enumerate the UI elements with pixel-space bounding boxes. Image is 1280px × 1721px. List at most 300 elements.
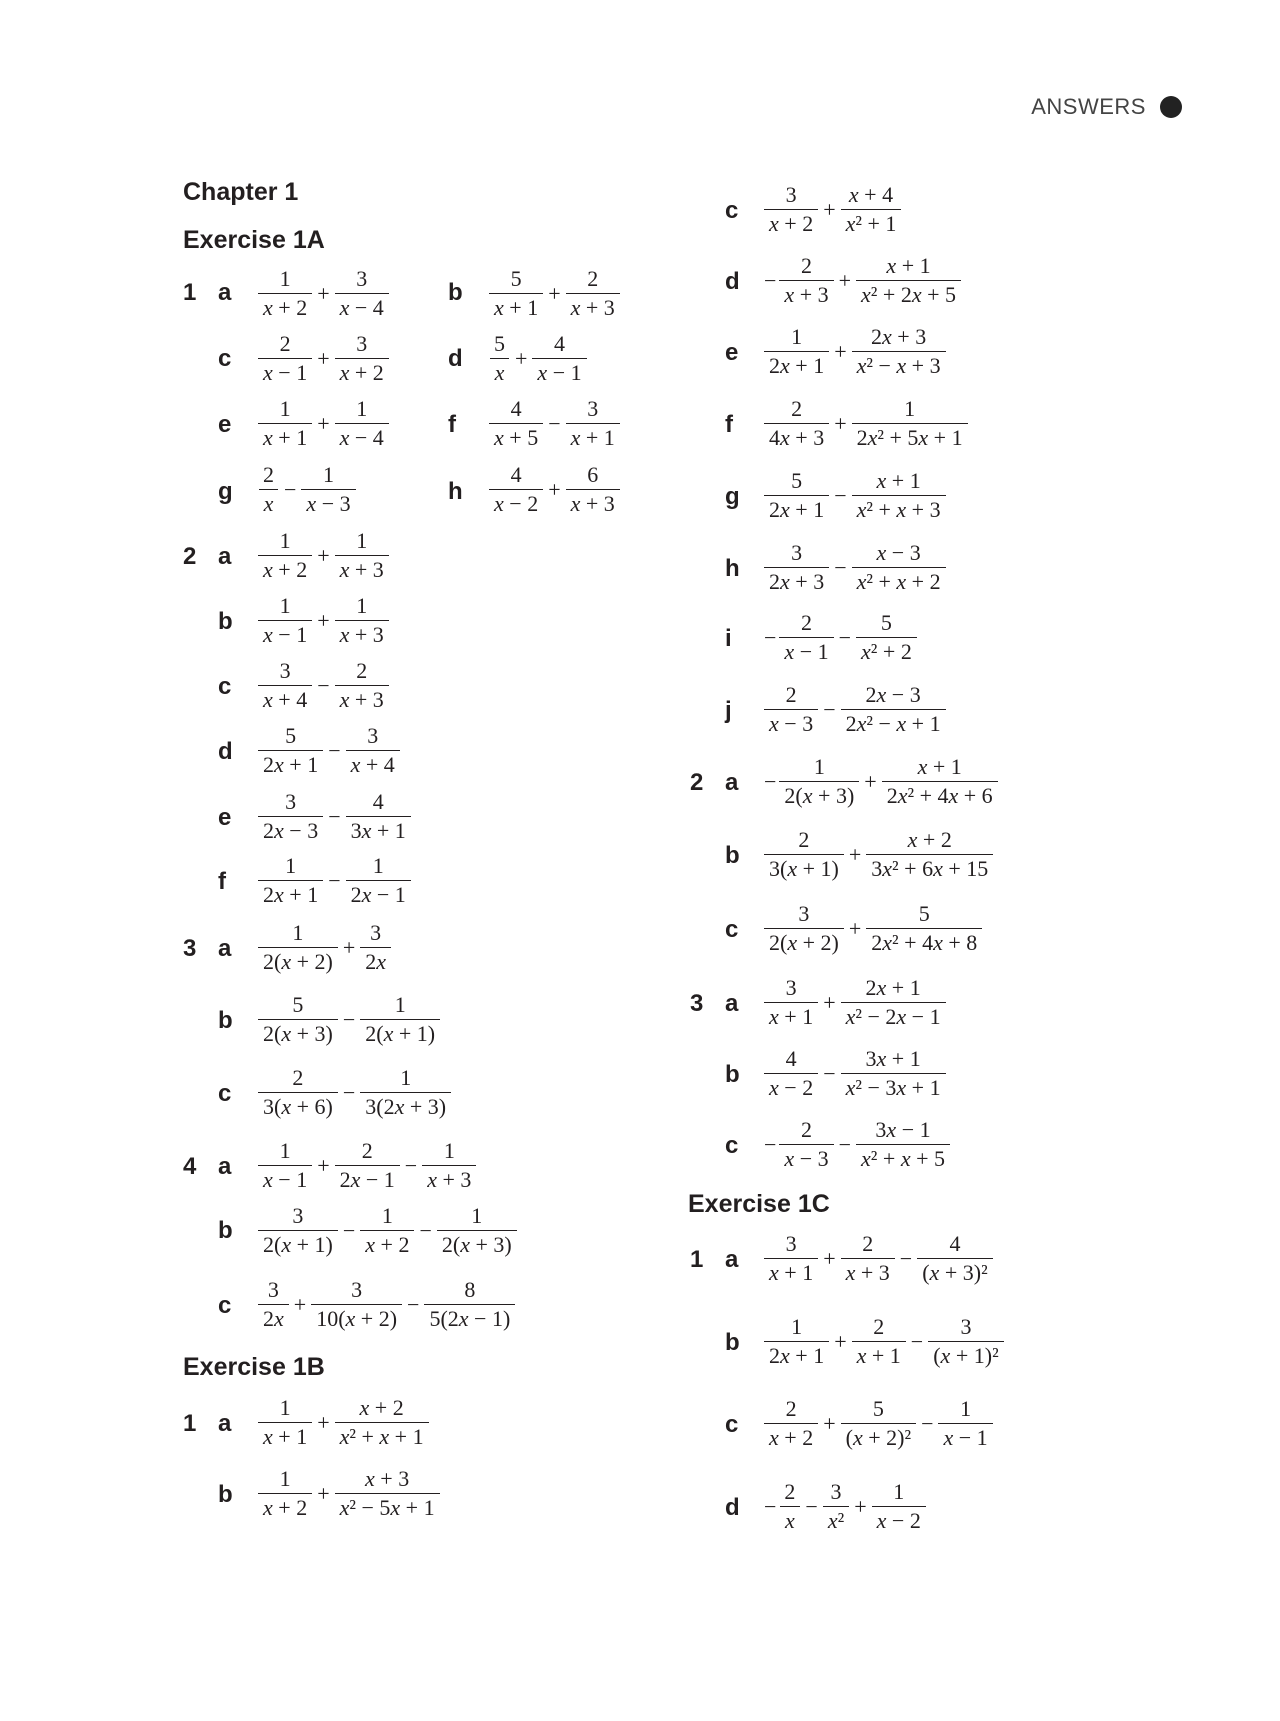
numerator: 3 — [830, 1479, 842, 1504]
denominator: x + 4 — [258, 685, 312, 712]
operator: + — [317, 1409, 330, 1435]
numerator: 3 — [285, 789, 297, 814]
fraction — [258, 1396, 312, 1449]
answer-1b-3b — [764, 1047, 946, 1100]
fraction — [489, 332, 510, 385]
fraction — [258, 397, 312, 450]
part-label: a — [218, 1410, 232, 1437]
operator: + — [548, 476, 561, 502]
numerator: 2 — [587, 266, 599, 291]
part-label: h — [448, 478, 463, 505]
denominator: 2x + 3 — [764, 567, 829, 594]
fraction — [852, 325, 946, 378]
denominator: 2(x + 2) — [764, 928, 844, 955]
numerator: 1 — [471, 1203, 483, 1228]
operator: + — [823, 1245, 836, 1271]
numerator: x − 3 — [876, 540, 921, 565]
operator: + — [834, 338, 847, 364]
numerator: 1 — [279, 593, 291, 618]
numerator: 3 — [351, 1277, 363, 1302]
numerator: 4 — [510, 462, 522, 487]
fraction — [360, 1204, 414, 1257]
answer-1c-1b — [764, 1315, 1004, 1368]
denominator: 2x + 1 — [764, 351, 829, 378]
part-label: c — [725, 197, 739, 224]
part-label: a — [218, 279, 232, 306]
part-label: d — [218, 738, 233, 765]
fraction — [764, 325, 829, 378]
fraction — [489, 267, 543, 320]
numerator: x + 1 — [917, 754, 962, 779]
answer-1b-1i — [764, 611, 917, 664]
numerator: 5 — [494, 331, 505, 356]
denominator: x² − 3x + 1 — [841, 1073, 946, 1100]
numerator: 1 — [279, 1466, 291, 1491]
denominator: x + 1 — [566, 423, 620, 450]
numerator: 1 — [356, 396, 368, 421]
operator: − — [910, 1328, 924, 1354]
part-label: j — [725, 697, 732, 724]
part-label: e — [218, 411, 232, 438]
operator: − — [834, 554, 847, 580]
fraction — [258, 724, 323, 777]
denominator: x + 3 — [841, 1258, 895, 1285]
fraction — [866, 828, 993, 881]
operator: − — [419, 1217, 432, 1243]
denominator: x + 3 — [779, 280, 833, 307]
operator: − — [404, 1152, 418, 1178]
numerator: 2 — [801, 610, 813, 635]
part-label: c — [725, 916, 739, 943]
fraction — [779, 1118, 833, 1171]
answer-1a-4a — [258, 1139, 476, 1192]
operator: + — [834, 1328, 847, 1354]
fraction — [335, 1396, 429, 1449]
numerator: 1 — [791, 1314, 803, 1339]
fraction — [566, 267, 620, 320]
answer-1b-2b — [764, 828, 993, 881]
fraction — [764, 1315, 829, 1368]
numerator: 1 — [381, 1203, 393, 1228]
fraction — [437, 1204, 517, 1257]
operator: − — [838, 624, 852, 650]
denominator: x − 2 — [489, 489, 543, 516]
fraction — [764, 902, 844, 955]
fraction — [258, 921, 338, 974]
part-label: b — [218, 608, 233, 635]
operator: + — [548, 280, 561, 306]
denominator: 2x + 1 — [764, 495, 829, 522]
fraction — [335, 659, 389, 712]
denominator: (x + 2)² — [841, 1423, 916, 1450]
numerator: 4 — [949, 1231, 961, 1256]
part-label: d — [725, 268, 740, 295]
operator: − — [764, 768, 777, 794]
denominator: x + 1 — [764, 1258, 818, 1285]
numerator: 3x + 1 — [865, 1046, 921, 1071]
answer-1b-1d — [764, 254, 961, 307]
answer-1a-4c — [258, 1278, 515, 1331]
operator: − — [328, 737, 341, 763]
operator: + — [317, 1480, 330, 1506]
denominator: 5(2x − 1) — [424, 1304, 515, 1331]
fraction — [566, 463, 620, 516]
numerator: 1 — [400, 1065, 412, 1090]
numerator: 1 — [356, 593, 368, 618]
fraction — [856, 1118, 950, 1171]
part-label: c — [218, 673, 232, 700]
fraction — [258, 854, 323, 907]
numerator: 3 — [279, 658, 291, 683]
numerator: 3 — [960, 1314, 972, 1339]
part-label: g — [218, 478, 233, 505]
fraction — [258, 463, 279, 516]
fraction — [779, 755, 859, 808]
numerator: x + 4 — [848, 182, 894, 207]
fraction — [779, 1480, 800, 1533]
denominator: 10(x + 2) — [311, 1304, 402, 1331]
numerator: 3 — [785, 182, 797, 207]
page-header — [1031, 94, 1182, 120]
answer-1b-1b — [258, 1467, 440, 1520]
part-label: d — [448, 345, 463, 372]
operator: − — [328, 867, 341, 893]
fraction — [424, 1278, 515, 1331]
fraction — [823, 1480, 849, 1533]
operator: − — [838, 1131, 852, 1157]
numerator: 1 — [279, 396, 291, 421]
numerator: 8 — [464, 1277, 476, 1302]
denominator: x − 1 — [258, 1165, 312, 1192]
numerator: 2 — [279, 331, 291, 356]
denominator: (x + 3)² — [917, 1258, 992, 1285]
question-number: 4 — [183, 1153, 197, 1180]
part-label: b — [725, 842, 740, 869]
operator: − — [764, 267, 777, 293]
part-label: c — [218, 1292, 232, 1319]
question-number: 3 — [183, 935, 197, 962]
numerator: x + 1 — [876, 468, 921, 493]
denominator: x − 2 — [872, 1506, 926, 1533]
answer-1a-2c — [258, 659, 389, 712]
answer-1b-1f — [764, 397, 968, 450]
answer-1b-2c — [764, 902, 982, 955]
fraction — [764, 1232, 818, 1285]
numerator: 5 — [880, 610, 892, 635]
denominator: x² − 5x + 1 — [335, 1493, 440, 1520]
denominator: x − 1 — [532, 358, 586, 385]
denominator: 2(x + 1) — [360, 1019, 440, 1046]
operator: + — [838, 267, 852, 293]
answer-1c-1a — [764, 1232, 993, 1285]
part-label: a — [725, 1246, 739, 1273]
operator: + — [823, 196, 836, 222]
operator: − — [407, 1291, 420, 1317]
operator: + — [317, 280, 330, 306]
denominator: 2(x + 1) — [258, 1230, 338, 1257]
part-label: f — [725, 411, 733, 438]
answer-1b-1g — [764, 469, 946, 522]
numerator: 2 — [785, 1396, 797, 1421]
exercise-1b-heading: Exercise 1B — [183, 1353, 325, 1381]
denominator: x² + x + 3 — [852, 495, 946, 522]
denominator: 2x − 3 — [258, 816, 323, 843]
part-label: a — [725, 990, 739, 1017]
operator: + — [823, 1410, 836, 1436]
answer-1a-1d — [489, 332, 587, 385]
denominator: x² + 1 — [841, 209, 902, 236]
header-title: ANSWERS — [1031, 94, 1146, 119]
numerator: 5 — [872, 1396, 884, 1421]
denominator: x − 4 — [335, 293, 389, 320]
part-label: b — [725, 1061, 740, 1088]
denominator: x + 3 — [566, 489, 620, 516]
denominator: x + 1 — [852, 1341, 906, 1368]
numerator: 4 — [785, 1046, 797, 1071]
numerator: 1 — [292, 920, 304, 945]
numerator: 1 — [904, 396, 916, 421]
fraction — [258, 1066, 338, 1119]
fraction — [841, 976, 946, 1029]
denominator: 2x − 1 — [346, 880, 411, 907]
fraction — [258, 529, 312, 582]
operator: − — [823, 696, 836, 722]
part-label: f — [448, 411, 456, 438]
fraction — [566, 397, 620, 450]
denominator: x − 2 — [764, 1073, 818, 1100]
numerator: 5 — [918, 901, 930, 926]
part-label: g — [725, 483, 740, 510]
numerator: 2 — [292, 1065, 304, 1090]
operator: + — [515, 345, 528, 371]
fraction — [779, 611, 833, 664]
fraction — [764, 541, 829, 594]
fraction — [335, 1139, 400, 1192]
fraction — [258, 1278, 289, 1331]
fraction — [311, 1278, 402, 1331]
numerator: 6 — [587, 462, 599, 487]
part-label: b — [218, 1481, 233, 1508]
denominator: 2(x + 3) — [437, 1230, 517, 1257]
denominator: x − 3 — [764, 709, 818, 736]
numerator: 2 — [862, 1231, 874, 1256]
denominator: x − 1 — [779, 637, 833, 664]
operator: − — [317, 672, 330, 698]
fraction — [335, 1467, 440, 1520]
fraction — [335, 594, 389, 647]
numerator: 2 — [785, 682, 797, 707]
denominator: x − 1 — [938, 1423, 992, 1450]
operator: − — [805, 1493, 818, 1519]
operator: − — [899, 1245, 913, 1271]
operator: − — [834, 482, 847, 508]
numerator: 1 — [323, 462, 335, 487]
numerator: 3 — [785, 1231, 797, 1256]
part-label: i — [725, 625, 732, 652]
denominator: 2x — [258, 1304, 289, 1331]
answer-1b-1j — [764, 683, 946, 736]
answer-1a-4b — [258, 1204, 517, 1257]
part-label: a — [218, 935, 232, 962]
numerator: 1 — [372, 853, 384, 878]
denominator: x − 3 — [779, 1144, 833, 1171]
operator: + — [864, 768, 877, 794]
denominator: x + 3 — [335, 685, 389, 712]
denominator: 3x² + 6x + 15 — [866, 854, 993, 881]
denominator: x + 3 — [335, 555, 389, 582]
numerator: 2 — [801, 1117, 813, 1142]
part-label: a — [218, 543, 232, 570]
fraction — [764, 828, 844, 881]
numerator: 5 — [292, 992, 304, 1017]
numerator: x + 3 — [365, 1466, 410, 1491]
denominator: x + 1 — [258, 423, 312, 450]
denominator: 2x² + 4x + 6 — [882, 781, 998, 808]
fraction — [532, 332, 586, 385]
denominator: x − 1 — [258, 620, 312, 647]
denominator: 2x + 1 — [764, 1341, 829, 1368]
fraction — [301, 463, 355, 516]
fraction — [764, 1397, 818, 1450]
fraction — [852, 397, 968, 450]
answer-1a-3c — [258, 1066, 451, 1119]
operator: − — [764, 1131, 777, 1157]
answer-1b-1h — [764, 541, 946, 594]
numerator: 1 — [356, 528, 368, 553]
denominator: 3(x + 6) — [258, 1092, 338, 1119]
part-label: e — [218, 804, 232, 831]
denominator: x + 3 — [422, 1165, 476, 1192]
part-label: h — [725, 555, 740, 582]
fraction — [917, 1232, 992, 1285]
fraction — [841, 683, 946, 736]
denominator: x + 2 — [764, 1423, 818, 1450]
denominator: (x + 1)² — [928, 1341, 1003, 1368]
numerator: 2 — [873, 1314, 885, 1339]
denominator: x − 3 — [301, 489, 355, 516]
denominator: 4x + 3 — [764, 423, 829, 450]
part-label: e — [725, 339, 739, 366]
fraction — [360, 921, 391, 974]
fraction — [856, 611, 917, 664]
answer-1a-1a — [258, 267, 389, 320]
denominator: 2x² + 5x + 1 — [852, 423, 968, 450]
numerator: 3 — [370, 920, 382, 945]
operator: + — [848, 915, 862, 941]
fraction — [852, 1315, 906, 1368]
question-number: 2 — [183, 543, 197, 570]
answer-1c-1c — [764, 1397, 993, 1450]
numerator: 3 — [292, 1203, 304, 1228]
fraction — [422, 1139, 476, 1192]
numerator: 2 — [798, 827, 810, 852]
fraction — [335, 332, 389, 385]
numerator: 2x + 3 — [871, 324, 927, 349]
fraction — [856, 254, 961, 307]
numerator: 1 — [791, 324, 803, 349]
denominator: 2x — [360, 947, 391, 974]
operator: + — [317, 607, 330, 633]
fraction — [882, 755, 998, 808]
denominator: x − 4 — [335, 423, 389, 450]
denominator: x + 1 — [764, 1002, 818, 1029]
fraction — [258, 332, 312, 385]
fraction — [258, 993, 338, 1046]
question-number: 3 — [690, 990, 704, 1017]
denominator: x² + 2 — [856, 637, 917, 664]
numerator: 1 — [443, 1138, 455, 1163]
fraction — [360, 1066, 451, 1119]
answer-1a-1g — [258, 463, 356, 516]
fraction — [779, 254, 833, 307]
part-label: c — [725, 1411, 739, 1438]
denominator: 2x² − x + 1 — [841, 709, 946, 736]
fraction — [764, 1047, 818, 1100]
fraction — [852, 469, 946, 522]
numerator: 3 — [367, 723, 379, 748]
numerator: 3 — [791, 540, 803, 565]
denominator: x — [259, 489, 279, 516]
operator: + — [293, 1291, 307, 1317]
part-label: a — [725, 769, 739, 796]
part-label: d — [725, 1494, 740, 1521]
question-number: 1 — [183, 1410, 197, 1437]
numerator: 1 — [394, 992, 406, 1017]
numerator: 4 — [372, 789, 384, 814]
part-label: c — [218, 1080, 232, 1107]
fraction — [335, 529, 389, 582]
operator: − — [764, 1493, 777, 1519]
denominator: 2x + 1 — [258, 880, 323, 907]
denominator: x² + x + 5 — [856, 1144, 950, 1171]
denominator: x² — [823, 1506, 849, 1533]
chapter-heading: Chapter 1 — [183, 178, 299, 206]
numerator: x + 2 — [907, 827, 952, 852]
operator: + — [854, 1493, 867, 1519]
operator: + — [342, 934, 356, 960]
denominator: 2x + 1 — [258, 750, 323, 777]
answer-1a-1h — [489, 463, 620, 516]
numerator: 2 — [801, 253, 813, 278]
answer-1c-1d — [764, 1480, 926, 1533]
operator: − — [921, 1410, 934, 1436]
part-label: c — [725, 1132, 739, 1159]
operator: − — [342, 1079, 356, 1105]
fraction — [866, 902, 982, 955]
operator: + — [317, 345, 330, 371]
operator: − — [328, 803, 341, 829]
exercise-1a-heading: Exercise 1A — [183, 226, 325, 254]
numerator: 4 — [554, 331, 566, 356]
fraction — [335, 397, 389, 450]
numerator: 5 — [510, 266, 522, 291]
numerator: x + 1 — [886, 253, 931, 278]
operator: − — [342, 1217, 356, 1243]
numerator: 3 — [356, 331, 368, 356]
fraction — [335, 267, 389, 320]
part-label: b — [725, 1329, 740, 1356]
fraction — [489, 397, 543, 450]
operator: + — [317, 1152, 330, 1178]
denominator: x + 2 — [764, 209, 818, 236]
answer-1a-2d — [258, 724, 400, 777]
fraction — [841, 1047, 946, 1100]
denominator: x² − 2x − 1 — [841, 1002, 946, 1029]
denominator: x − 1 — [258, 358, 312, 385]
fraction — [841, 183, 902, 236]
answer-1a-1b — [489, 267, 620, 320]
numerator: 4 — [510, 396, 522, 421]
